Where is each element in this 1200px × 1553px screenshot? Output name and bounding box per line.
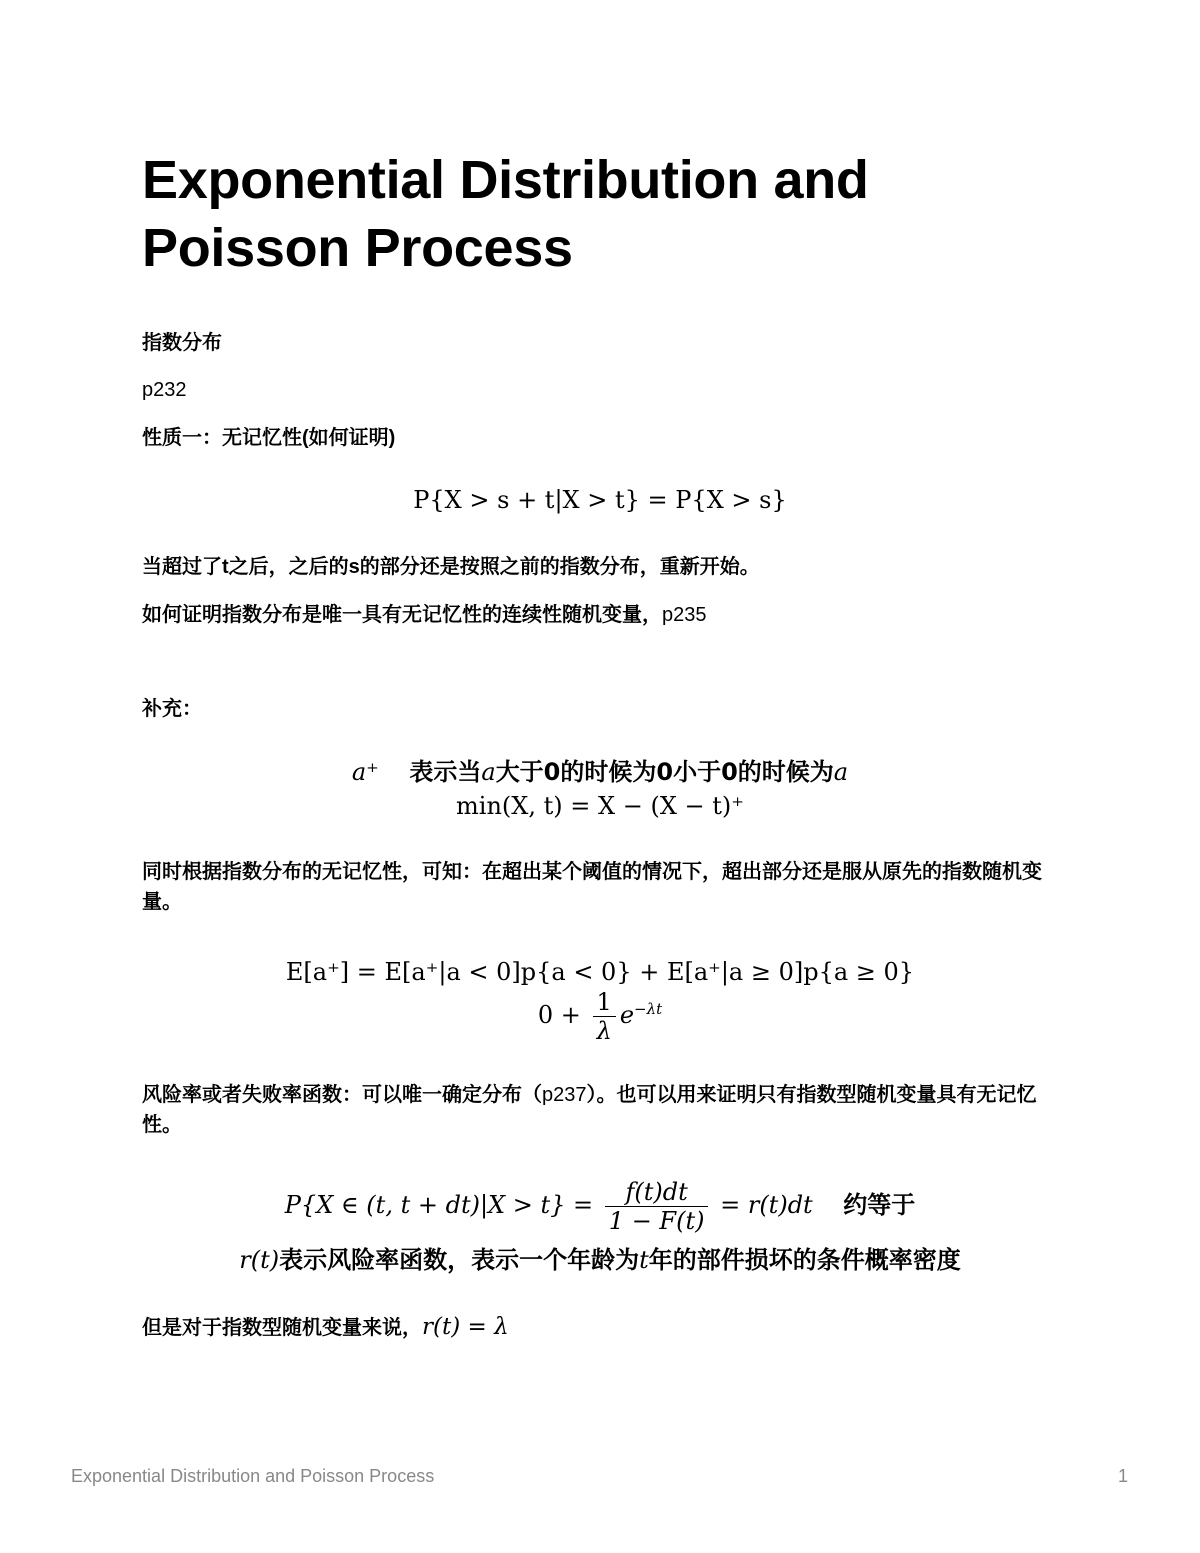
hazard-function-description: [0, 1244, 1200, 1276]
uniqueness-note-text: 如何证明指数分布是唯一具有无记忆性的连续性随机变量，: [142, 604, 662, 626]
a-plus-var-2: a: [833, 758, 849, 786]
hazard-equation-left: P{X ∈ (t, t + dt)|X > t} =: [284, 1191, 594, 1219]
t-variable: t: [639, 1246, 649, 1274]
uniqueness-page-ref: p235: [662, 604, 707, 626]
uniqueness-note: [142, 600, 707, 630]
hazard-text-2: ）。也可以用来证明只有指数型随机变量具有无记忆性。: [142, 1084, 1037, 1136]
a-plus-definition: [0, 756, 1200, 788]
exponential-exponent: −λt: [634, 1000, 663, 1018]
min-equation: min(X, t) = X − (X − t)⁺: [456, 792, 744, 820]
footer-title: Exponential Distribution and Poisson Process: [71, 1466, 435, 1486]
section-heading-exponential: 指数分布: [142, 332, 222, 354]
footer-page-number: 1: [1117, 1466, 1128, 1486]
exponential-hazard-statement: [142, 1312, 509, 1343]
memoryless-threshold-paragraph: 同时根据指数分布的无记忆性，可知：在超出某个阈值的情况下，超出部分还是服从原先的指数随机变量。: [142, 861, 1042, 913]
fraction-numerator: 1: [593, 988, 616, 1017]
r-of-t-desc-2: 年的部件损坏的条件概率密度: [648, 1246, 961, 1274]
hazard-fraction-denominator: 1 − F(t): [608, 1207, 705, 1235]
hazard-equation-right: = r(t)dt: [720, 1191, 813, 1219]
a-plus-var-1: a: [481, 758, 496, 786]
property-one-heading: 性质一：无记忆性(如何证明): [142, 427, 396, 449]
hazard-fraction-numerator: f(t)dt: [605, 1178, 709, 1207]
memoryless-note: 当超过了t之后，之后的s的部分还是按照之前的指数分布，重新开始。: [142, 556, 760, 578]
one-over-lambda-fraction: [593, 988, 616, 1045]
a-plus-symbol: a⁺: [351, 758, 379, 786]
hazard-text-1: 风险率或者失败率函数：可以唯一确定分布（: [142, 1084, 542, 1106]
expectation-result: [0, 988, 1200, 1045]
r-of-t-desc-1: 表示风险率函数，表示一个年龄为: [279, 1246, 640, 1274]
page-title: Exponential Distribution and Poisson Process: [142, 150, 869, 278]
supplement-heading: 补充：: [142, 698, 202, 720]
hazard-equation: [0, 1178, 1200, 1235]
hazard-page-ref: p237: [542, 1084, 587, 1106]
r-of-t-symbol: r(t): [239, 1246, 280, 1274]
hazard-rate-paragraph: [142, 1080, 1052, 1140]
approx-equal-label: 约等于: [843, 1191, 916, 1219]
exponential-base: e: [619, 1001, 635, 1029]
a-plus-desc-1: 表示当: [409, 758, 482, 786]
hazard-fraction: [605, 1178, 709, 1235]
a-plus-desc-2: 大于0的时候为0小于0的时候为: [495, 758, 834, 786]
memoryless-equation: P{X > s + t|X > t} = P{X > s}: [413, 486, 787, 514]
page-reference: p232: [142, 379, 187, 401]
expectation-result-left: 0 +: [537, 1001, 581, 1029]
constant-hazard-equation: r(t) = λ: [422, 1314, 509, 1340]
exponential-hazard-text: 但是对于指数型随机变量来说，: [142, 1317, 422, 1339]
fraction-denominator: λ: [596, 1017, 612, 1045]
expectation-equation: E[a⁺] = E[a⁺|a < 0]p{a < 0} + E[a⁺|a ≥ 0]p{a ≥ 0}: [285, 958, 915, 986]
